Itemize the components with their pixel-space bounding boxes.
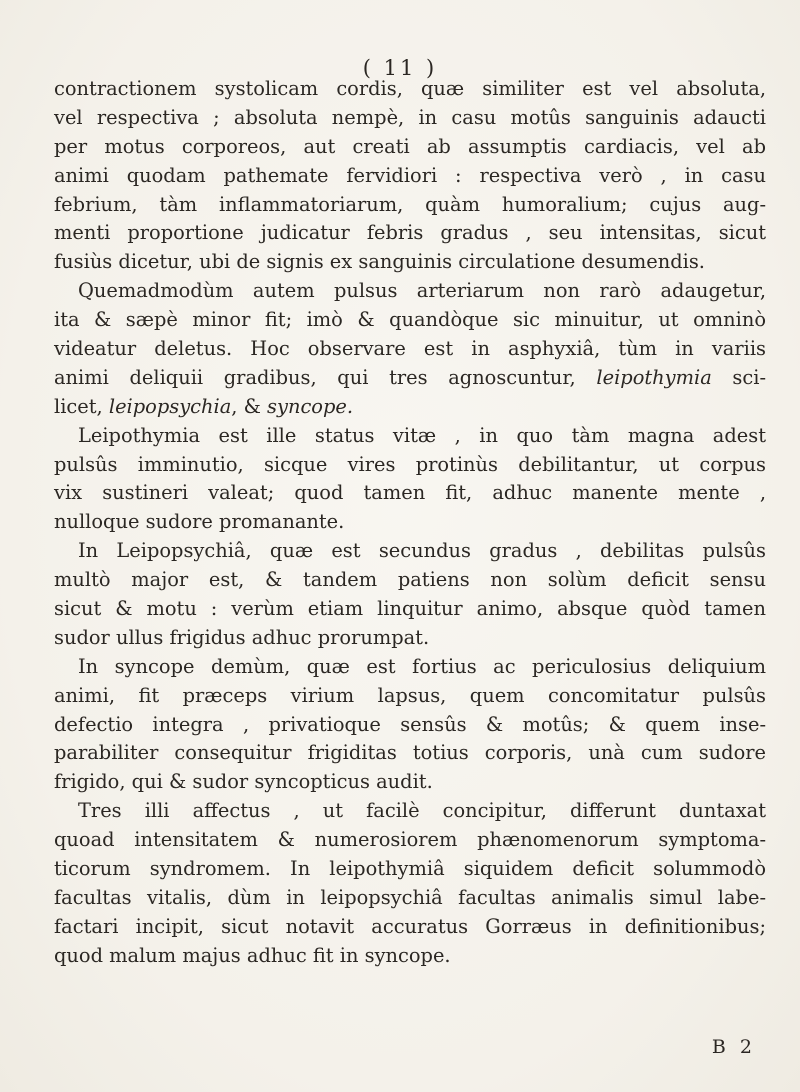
text-line: febrium, tàm inflammatoriarum, quàm humoralium; cujus aug- <box>54 192 766 216</box>
page-number: ( 11 ) <box>362 56 438 80</box>
text-line: Tres illi affectus , ut facilè concipitur, differunt duntaxat <box>78 799 766 823</box>
line-text: animi deliquii gradibus, qui tres agnoscuntur, <box>54 365 576 389</box>
text-line: defectio integra , privatioque sensûs & motûs; & quem inse- <box>54 712 766 736</box>
text-line: nulloque sudore promanante. <box>54 510 345 534</box>
line-text: licet, <box>54 394 103 418</box>
text-line: ita & sæpè minor fit; imò & quandòque sic minuitur, ut omninò <box>54 308 766 332</box>
text-line: facultas vitalis, dùm in leipopsychiâ facultas animalis simul labe- <box>54 885 766 909</box>
text-line: multò major est, & tandem patiens non solùm deficit sensu <box>54 568 766 592</box>
line-text: , & <box>231 394 268 418</box>
body-text <box>54 75 766 971</box>
text-line: sudor ullus frigidus adhuc prorumpat. <box>54 625 430 649</box>
text-line: pulsûs imminutio, sicque vires protinùs debilitantur, ut corpus <box>54 452 766 476</box>
italic-term-leipothymia: leipothymia <box>596 365 712 389</box>
text-line: animi, fit præceps virium lapsus, quem concomitatur pulsûs <box>54 683 766 707</box>
text-line: factari incipit, sicut notavit accuratus Gorræus in definitionibus; <box>54 914 766 938</box>
text-line: animi quodam pathemate fervidiori : respectiva verò , in casu <box>54 163 766 187</box>
text-line: parabiliter consequitur frigiditas totius corporis, unà cum sudore <box>54 741 766 765</box>
text-line: ticorum syndromem. In leipothymiâ siquidem deficit solummodò <box>54 857 766 881</box>
text-line: sicut & motu : verùm etiam linquitur animo, absque quòd tamen <box>54 597 766 621</box>
italic-term-syncope: syncope. <box>267 394 354 418</box>
text-line-with-italic <box>54 364 766 393</box>
text-line: vix sustineri valeat; quod tamen fit, adhuc manente mente , <box>54 481 766 505</box>
text-line: per motus corporeos, aut creati ab assumptis cardiacis, vel ab <box>54 134 766 158</box>
text-line: videatur deletus. Hoc observare est in asphyxiâ, tùm in variis <box>54 337 766 361</box>
signature-mark: B 2 <box>711 1036 756 1058</box>
text-line-with-italic <box>54 393 766 422</box>
text-line: quod malum majus adhuc fit in syncope. <box>54 943 451 967</box>
text-line: Quemadmodùm autem pulsus arteriarum non rarò adaugetur, <box>78 279 766 303</box>
text-line: In Leipopsychiâ, quæ est secundus gradus , debilitas pulsûs <box>78 539 766 563</box>
text-line: menti proportione judicatur febris gradus , seu intensitas, sicut <box>54 221 766 245</box>
text-line: Leipothymia est ille status vitæ , in quo tàm magna adest <box>78 423 766 447</box>
text-line: contractionem systolicam cordis, quæ similiter est vel absoluta, <box>54 77 766 100</box>
text-line: frigido, qui & sudor syncopticus audit. <box>54 770 433 794</box>
italic-term-leipopsychia: leipopsychia <box>108 394 232 418</box>
text-line: quoad intensitatem & numerosiorem phænomenorum symptoma- <box>54 828 766 852</box>
text-line: fusiùs dicetur, ubi de signis ex sanguinis circulatione desumendis. <box>54 250 705 274</box>
line-text: sci- <box>711 365 766 389</box>
text-line: In syncope demùm, quæ est fortius ac periculosius deliquium <box>78 654 766 678</box>
text-line: vel respectiva ; absoluta nempè, in casu motûs sanguinis adaucti <box>54 105 766 129</box>
